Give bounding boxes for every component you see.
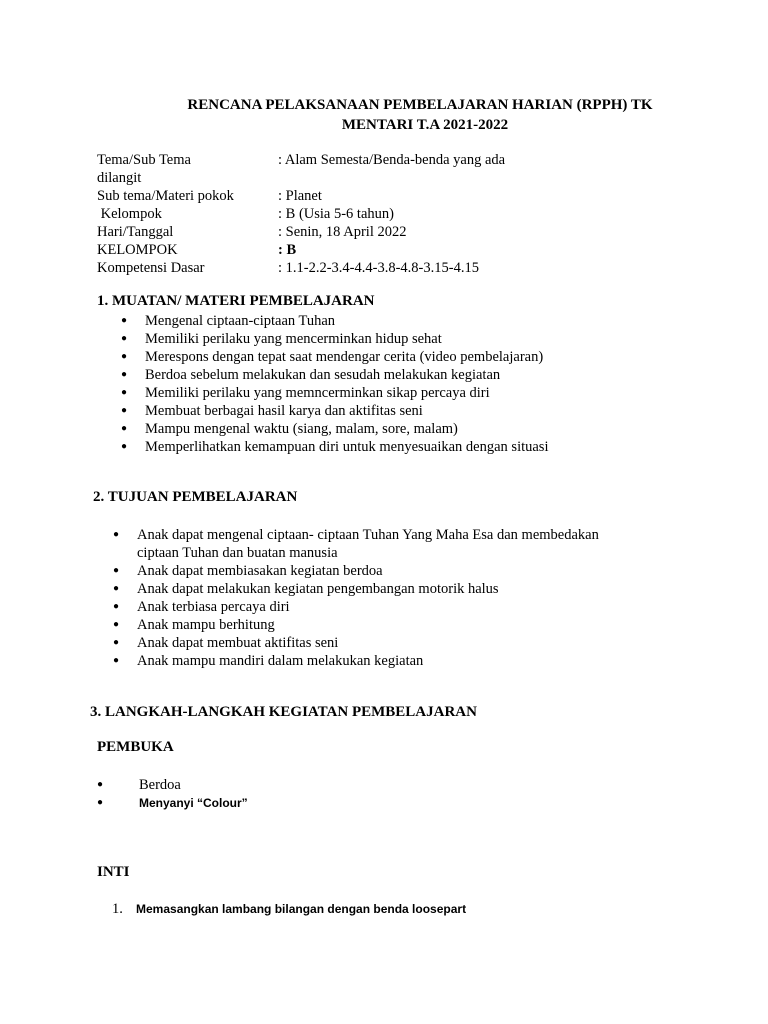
bullet-icon: ● bbox=[121, 423, 128, 434]
inti-item-text: Memasangkan lambang bilangan dengan benda loosepart bbox=[136, 902, 467, 916]
section-2-list bbox=[113, 526, 599, 670]
bullet-icon: ● bbox=[113, 655, 120, 666]
list-item bbox=[113, 580, 599, 598]
list-item-text: Anak dapat membiasakan kegiatan berdoa bbox=[137, 563, 383, 579]
bullet-icon: ● bbox=[121, 315, 128, 326]
list-item bbox=[113, 616, 599, 634]
list-item-text: Anak terbiasa percaya diri bbox=[137, 599, 290, 615]
info-row-kelompok bbox=[97, 205, 505, 223]
bullet-icon: ● bbox=[121, 369, 128, 380]
pembuka-list bbox=[97, 776, 248, 812]
list-item bbox=[121, 348, 548, 366]
tema-value: : Alam Semesta/Benda-benda yang ada bbox=[278, 152, 506, 168]
list-item-text: Memiliki perilaku yang memncerminkan sikap percaya diri bbox=[145, 385, 490, 401]
list-item bbox=[113, 562, 599, 580]
document-title bbox=[120, 95, 720, 135]
info-row-tema-cont bbox=[97, 169, 505, 187]
kelompok-label: Kelompok bbox=[97, 206, 162, 222]
info-table bbox=[97, 151, 505, 277]
bullet-icon: ● bbox=[113, 619, 120, 630]
inti-heading: INTI bbox=[97, 864, 130, 880]
section-1-list bbox=[121, 312, 548, 456]
info-row-kd bbox=[97, 259, 505, 277]
section-2-heading: 2. TUJUAN PEMBELAJARAN bbox=[93, 489, 298, 505]
list-item-text-cont: ciptaan Tuhan dan buatan manusia bbox=[137, 545, 338, 561]
subtema-label: Sub tema/Materi pokok bbox=[97, 188, 234, 204]
list-item-text: Merespons dengan tepat saat mendengar cerita (video pembelajaran) bbox=[145, 349, 544, 365]
bullet-icon: ● bbox=[113, 601, 120, 612]
kelompok-value: : B (Usia 5-6 tahun) bbox=[278, 206, 394, 222]
subtema-value: : Planet bbox=[278, 188, 322, 204]
list-item bbox=[121, 402, 548, 420]
list-item-text: Mampu mengenal waktu (siang, malam, sore, malam) bbox=[145, 421, 458, 437]
list-item-text: Anak dapat melakukan kegiatan pengembangan motorik halus bbox=[137, 581, 499, 597]
info-row-kelompok2 bbox=[97, 241, 505, 259]
tema-label-cont: dilangit bbox=[97, 170, 142, 186]
list-item-text: Anak mampu mandiri dalam melakukan kegiatan bbox=[137, 653, 424, 669]
list-item-text: Menyanyi “Colour” bbox=[139, 796, 248, 810]
list-item bbox=[121, 330, 548, 348]
list-item bbox=[97, 794, 248, 812]
list-item-text: Anak dapat membuat aktifitas seni bbox=[137, 635, 339, 651]
bullet-icon: ● bbox=[97, 779, 104, 790]
list-item bbox=[121, 366, 548, 384]
list-item bbox=[113, 598, 599, 616]
list-item bbox=[113, 634, 599, 652]
kd-label: Kompetensi Dasar bbox=[97, 260, 205, 276]
tema-label: Tema/Sub Tema bbox=[97, 152, 191, 168]
bullet-icon: ● bbox=[113, 565, 120, 576]
list-item bbox=[113, 652, 599, 670]
bullet-icon: ● bbox=[121, 351, 128, 362]
list-item-text: Memiliki perilaku yang mencerminkan hidup sehat bbox=[145, 331, 442, 347]
bullet-icon: ● bbox=[113, 529, 120, 540]
list-item-text: Mengenal ciptaan-ciptaan Tuhan bbox=[145, 313, 336, 329]
list-item bbox=[121, 438, 548, 456]
info-row-tema bbox=[97, 151, 505, 169]
bullet-icon: ● bbox=[121, 333, 128, 344]
kd-value: : 1.1-2.2-3.4-4.4-3.8-4.8-3.15-4.15 bbox=[278, 260, 479, 276]
bullet-icon: ● bbox=[121, 387, 128, 398]
list-item bbox=[121, 420, 548, 438]
list-item bbox=[97, 776, 248, 794]
bullet-icon: ● bbox=[97, 797, 104, 808]
bullet-icon: ● bbox=[121, 405, 128, 416]
list-item bbox=[121, 312, 548, 330]
info-row-hari bbox=[97, 223, 505, 241]
kelompok2-value: : B bbox=[278, 242, 297, 258]
pembuka-heading: PEMBUKA bbox=[97, 739, 174, 755]
inti-item-number: 1. bbox=[112, 901, 123, 917]
bullet-icon: ● bbox=[113, 583, 120, 594]
bullet-icon: ● bbox=[113, 637, 120, 648]
title-line-2: MENTARI T.A 2021-2022 bbox=[341, 117, 509, 133]
inti-list-item bbox=[112, 900, 466, 918]
list-item bbox=[113, 526, 599, 562]
info-row-subtema bbox=[97, 187, 505, 205]
hari-value: : Senin, 18 April 2022 bbox=[278, 224, 407, 240]
list-item-text: Berdoa sebelum melakukan dan sesudah melakukan kegiatan bbox=[145, 367, 501, 383]
list-item-text: Anak mampu berhitung bbox=[137, 617, 275, 633]
hari-label: Hari/Tanggal bbox=[97, 224, 174, 240]
kelompok2-label: KELOMPOK bbox=[97, 242, 178, 258]
list-item bbox=[121, 384, 548, 402]
list-item-text: Anak dapat mengenal ciptaan- ciptaan Tuhan Yang Maha Esa dan membedakan bbox=[137, 527, 599, 543]
list-item-text: Membuat berbagai hasil karya dan aktifitas seni bbox=[145, 403, 423, 419]
section-3-heading: 3. LANGKAH-LANGKAH KEGIATAN PEMBELAJARAN bbox=[90, 704, 477, 720]
list-item-text: Memperlihatkan kemampuan diri untuk menyesuaikan dengan situasi bbox=[145, 439, 549, 455]
title-line-1: RENCANA PELAKSANAAN PEMBELAJARAN HARIAN (RPPH) TK bbox=[187, 97, 653, 113]
list-item-text: Berdoa bbox=[139, 777, 181, 793]
section-1-heading: 1. MUATAN/ MATERI PEMBELAJARAN bbox=[97, 293, 375, 309]
bullet-icon: ● bbox=[121, 441, 128, 452]
